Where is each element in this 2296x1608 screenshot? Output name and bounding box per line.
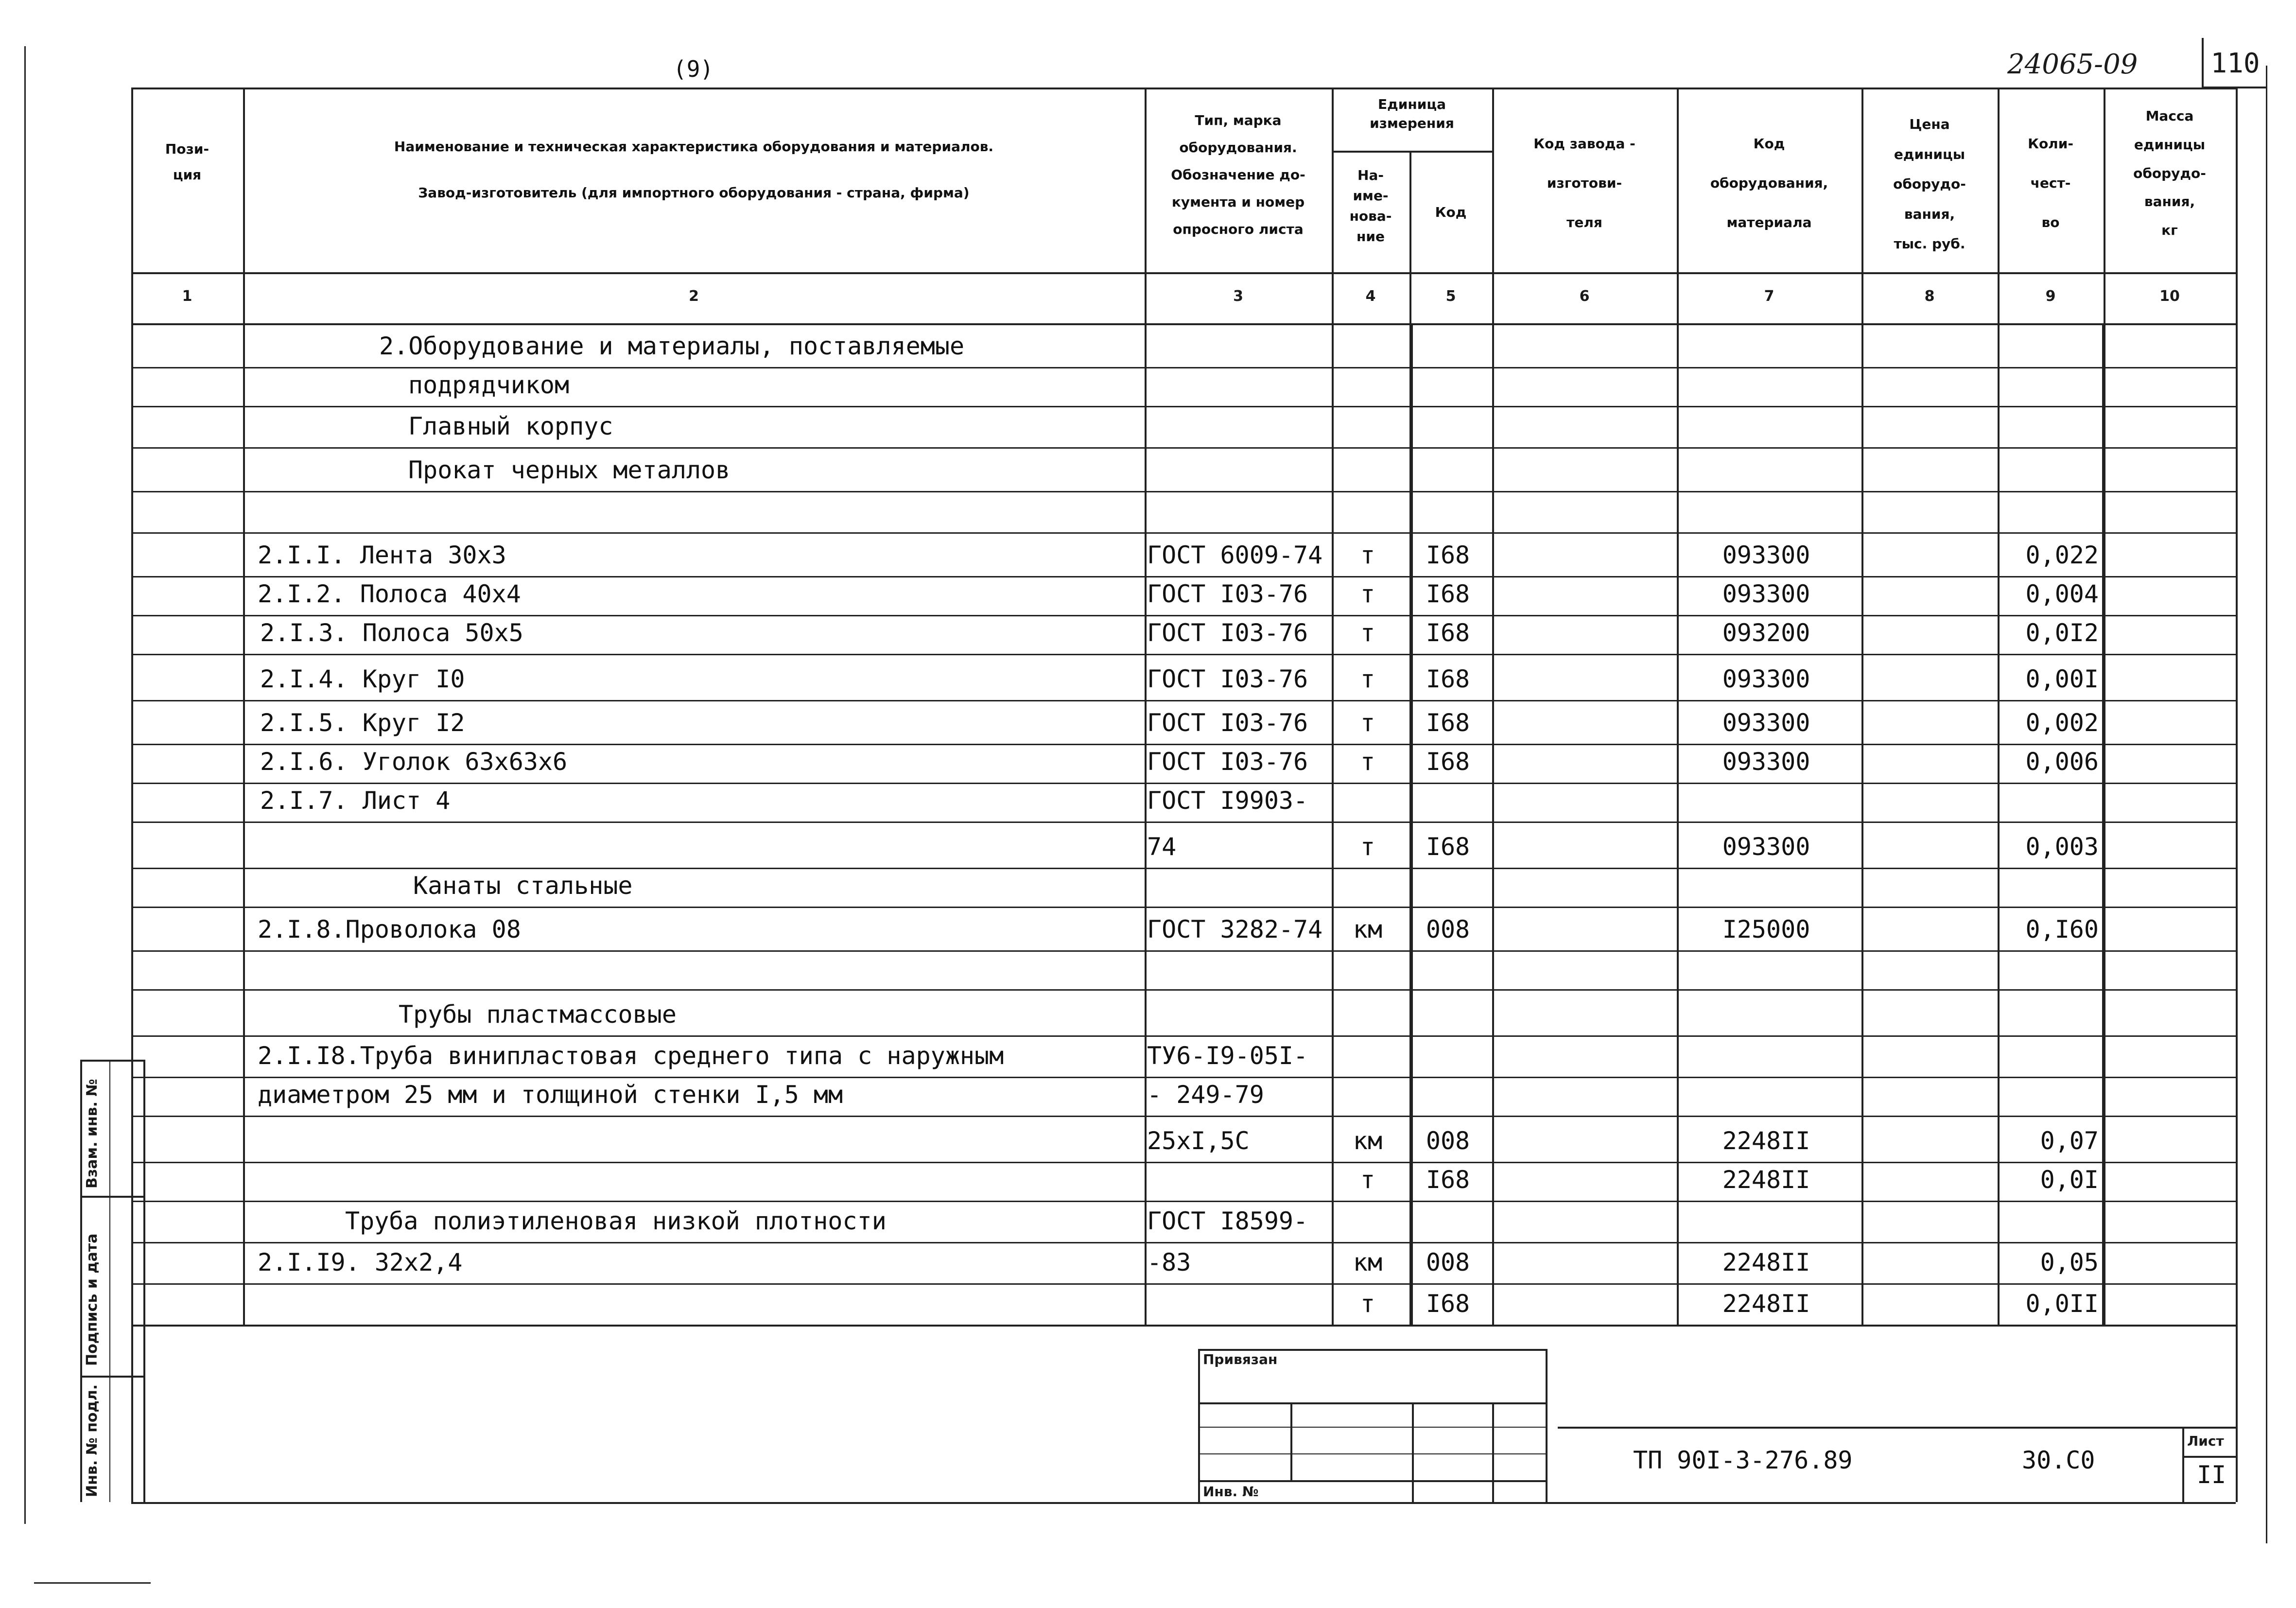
- material-code: 093300: [1722, 748, 1810, 776]
- colnum-10: 10: [2159, 288, 2180, 305]
- colnum-7: 7: [1764, 288, 1774, 305]
- header-type: Тип, марка оборудования. Обозначение до- кумента и номер опросного листа: [1171, 112, 1305, 237]
- doc-number: 24065-09: [2007, 49, 2138, 80]
- item-type: ГОСТ I03-76: [1147, 709, 1308, 737]
- material-code: 2248II: [1722, 1248, 1810, 1276]
- side-label-vzam: Взам. инв. №: [84, 1079, 101, 1189]
- page-number: 110: [2210, 48, 2260, 79]
- quantity: 0,I60: [2025, 915, 2099, 944]
- unit-code: I68: [1426, 1166, 1470, 1194]
- item-name: 2.I.7. Лист 4: [260, 787, 451, 815]
- quantity: 0,006: [2025, 748, 2099, 776]
- quantity: 0,0I2: [2025, 619, 2099, 647]
- material-code: 2248II: [1722, 1127, 1810, 1155]
- item-name: 2.Оборудование и материалы, поставляемые: [379, 332, 965, 360]
- side-label-inv: Инв. № подл.: [84, 1384, 101, 1497]
- item-name: Трубы пластмассовые: [399, 1000, 677, 1029]
- stamp-inv-no: Инв. №: [1203, 1484, 1259, 1500]
- colnum-2: 2: [689, 288, 699, 305]
- header-unit-code: Код: [1435, 204, 1467, 220]
- item-type: ГОСТ I9903-: [1147, 787, 1308, 815]
- item-type: ГОСТ 6009-74: [1147, 541, 1323, 569]
- quantity: 0,0II: [2025, 1290, 2099, 1318]
- header-quantity: Коли- чест- во: [2028, 136, 2073, 231]
- item-name: 2.I.4. Круг I0: [260, 665, 465, 693]
- sheet-top-marker: (9): [673, 56, 714, 82]
- unit-code: I68: [1426, 541, 1470, 569]
- page-number-box: [2202, 38, 2267, 88]
- header-material-code: Код оборудования, материала: [1710, 136, 1828, 231]
- unit-code: I68: [1426, 665, 1470, 693]
- unit-name: км: [1353, 1248, 1383, 1276]
- item-name: 2.I.I8.Труба винипластовая среднего типа с наружным: [258, 1042, 1004, 1070]
- colnum-9: 9: [2045, 288, 2056, 305]
- unit-code: I68: [1426, 580, 1470, 608]
- colnum-5: 5: [1445, 288, 1456, 305]
- unit-name: т: [1360, 709, 1375, 737]
- unit-code: 008: [1426, 915, 1470, 944]
- material-code: 093300: [1722, 580, 1810, 608]
- header-factory-code: Код завода - изготови- теля: [1533, 136, 1635, 231]
- header-position: Пози- ция: [165, 141, 209, 183]
- quantity: 0,05: [2040, 1248, 2099, 1276]
- quantity: 0,003: [2025, 833, 2099, 861]
- unit-code: I68: [1426, 1290, 1470, 1318]
- material-code: 093200: [1722, 619, 1810, 647]
- colnum-4: 4: [1365, 288, 1376, 305]
- material-code: 093300: [1722, 541, 1810, 569]
- stamp-sheet-code: 30.С0: [2022, 1446, 2095, 1474]
- quantity: 0,00I: [2025, 665, 2099, 693]
- material-code: I25000: [1722, 915, 1810, 944]
- quantity: 0,004: [2025, 580, 2099, 608]
- item-type: ГОСТ I03-76: [1147, 619, 1308, 647]
- material-code: 2248II: [1722, 1166, 1810, 1194]
- quantity: 0,022: [2025, 541, 2099, 569]
- colnum-1: 1: [182, 288, 192, 305]
- item-name: 2.I.5. Круг I2: [260, 709, 465, 737]
- material-code: 2248II: [1722, 1290, 1810, 1318]
- item-name: 2.I.I9. 32х2,4: [258, 1248, 463, 1276]
- item-type: -83: [1147, 1248, 1191, 1276]
- colnum-6: 6: [1579, 288, 1590, 305]
- quantity: 0,002: [2025, 709, 2099, 737]
- colnum-3: 3: [1233, 288, 1243, 305]
- unit-name: т: [1360, 833, 1375, 861]
- unit-name: т: [1360, 619, 1375, 647]
- item-type: 74: [1147, 833, 1177, 861]
- material-code: 093300: [1722, 833, 1810, 861]
- item-name: 2.I.8.Проволока 08: [258, 915, 521, 944]
- item-name: Главный корпус: [408, 412, 613, 440]
- item-name: подрядчиком: [408, 371, 570, 399]
- header-price: Цена единицы оборудо- вания, тыс. руб.: [1893, 116, 1966, 252]
- unit-code: I68: [1426, 619, 1470, 647]
- unit-name: т: [1360, 541, 1375, 569]
- header-name-line1: Наименование и техническая характеристика оборудования и материалов.: [394, 139, 994, 155]
- stamp-doc-code: ТП 90I-3-276.89: [1633, 1446, 1853, 1474]
- unit-code: I68: [1426, 709, 1470, 737]
- stamp-privyazan: Привязан: [1203, 1351, 1278, 1367]
- unit-name: км: [1353, 915, 1383, 944]
- item-type: - 249-79: [1147, 1081, 1264, 1109]
- material-code: 093300: [1722, 665, 1810, 693]
- item-name: 2.I.2. Полоса 40х4: [258, 580, 521, 608]
- quantity: 0,0I: [2040, 1166, 2099, 1194]
- item-name: Канаты стальные: [413, 872, 633, 900]
- unit-name: т: [1360, 665, 1375, 693]
- header-unit-name: На- име- нова- ние: [1349, 167, 1392, 245]
- unit-name: км: [1353, 1127, 1383, 1155]
- item-type: ГОСТ I03-76: [1147, 665, 1308, 693]
- item-name: Прокат черных металлов: [408, 456, 731, 484]
- unit-code: I68: [1426, 833, 1470, 861]
- item-type: ГОСТ I03-76: [1147, 748, 1308, 776]
- item-name: 2.I.I. Лента 30х3: [258, 541, 506, 569]
- unit-code: I68: [1426, 748, 1470, 776]
- item-type: ГОСТ 3282-74: [1147, 915, 1323, 944]
- item-name: 2.I.6. Уголок 63х63х6: [260, 748, 568, 776]
- unit-name: т: [1360, 1166, 1375, 1194]
- side-label-podpis: Подпись и дата: [84, 1233, 101, 1366]
- header-mass: Масса единицы оборудо- вания, кг: [2133, 108, 2206, 239]
- header-name-line2: Завод-изготовитель (для импортного оборудования - страна, фирма): [418, 185, 970, 201]
- unit-code: 008: [1426, 1127, 1470, 1155]
- item-name: диаметром 25 мм и толщиной стенки I,5 мм: [258, 1081, 843, 1109]
- item-type: ТУ6-I9-05I-: [1147, 1042, 1308, 1070]
- item-name: 2.I.3. Полоса 50х5: [260, 619, 523, 647]
- stamp-list-number: II: [2197, 1461, 2226, 1489]
- unit-name: т: [1360, 580, 1375, 608]
- unit-name: т: [1360, 1290, 1375, 1318]
- colnum-8: 8: [1924, 288, 1935, 305]
- item-type: ГОСТ I03-76: [1147, 580, 1308, 608]
- item-type: ГОСТ I8599-: [1147, 1207, 1308, 1235]
- quantity: 0,07: [2040, 1127, 2099, 1155]
- unit-name: т: [1360, 748, 1375, 776]
- stamp-list-label: Лист: [2187, 1433, 2224, 1449]
- material-code: 093300: [1722, 709, 1810, 737]
- unit-code: 008: [1426, 1248, 1470, 1276]
- item-type: 25хI,5С: [1147, 1127, 1250, 1155]
- header-unit-group: Единица измерения: [1370, 96, 1454, 132]
- item-name: Труба полиэтиленовая низкой плотности: [345, 1207, 887, 1235]
